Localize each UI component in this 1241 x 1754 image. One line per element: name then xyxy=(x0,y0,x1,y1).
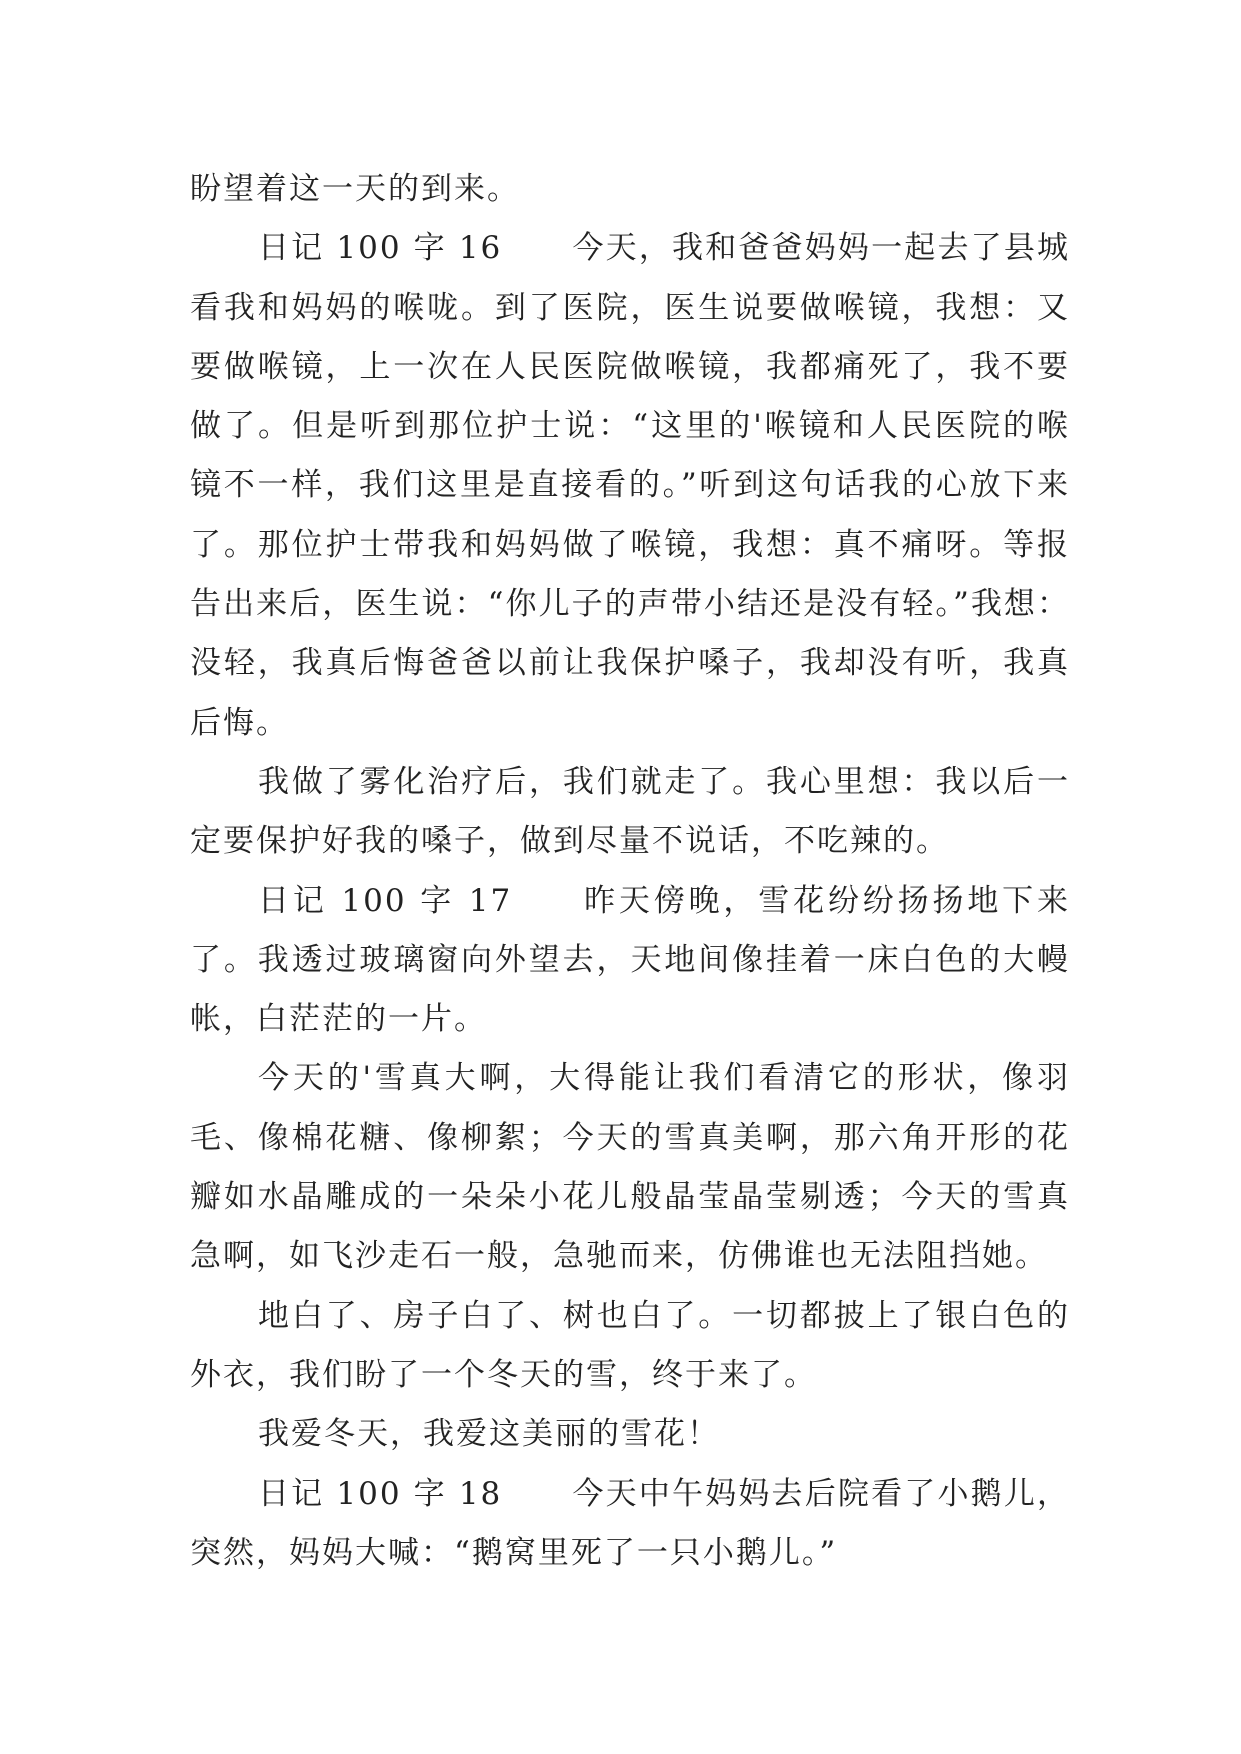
paragraph xyxy=(190,753,1070,872)
diary-heading: 日记 100 字 17 xyxy=(258,882,513,919)
paragraph xyxy=(190,1405,1070,1464)
paragraph xyxy=(190,1049,1070,1286)
paragraph-text: 昨天傍晚，雪花纷纷扬扬地下来了。我透过玻璃窗向外望去，天地间像挂着一床白色的大幔帐，白茫茫的一片。 xyxy=(190,882,1071,1038)
paragraph xyxy=(190,1287,1070,1406)
diary-entry-18 xyxy=(190,1465,1070,1584)
diary-heading: 日记 100 字 18 xyxy=(258,1475,503,1512)
paragraph-text: 我爱冬天，我爱这美丽的雪花！ xyxy=(258,1416,720,1453)
paragraph-text: 今天的'雪真大啊，大得能让我们看清它的形状，像羽毛、像棉花糖、像柳絮；今天的雪真美啊，那六角开形的花瓣如水晶雕成的一朵朵小花儿般晶莹晶莹剔透；今天的雪真急啊，如飞沙走石一般，急驰而来，仿佛谁也无法阻挡她。 xyxy=(190,1060,1070,1275)
paragraph-continuation xyxy=(190,160,1070,219)
paragraph-text: 今天，我和爸爸妈妈一起去了县城看我和妈妈的喉咙。到了医院，医生说要做喉镜，我想：又要做喉镜，上一次在人民医院做喉镜，我都痛死了，我不要做了。但是听到那位护士说：“这里的'喉镜和人民医院的喉镜不一样，我们这里是直接看的。”听到这句话我的心放下来了。那位护士带我和妈妈做了喉镜，我想：真不痛呀。等报告出来后，医生说：“你儿子的声带小结还是没有轻。”我想：没轻，我真后悔爸爸以前让我保护嗓子，我却没有听，我真后悔。 xyxy=(190,230,1071,741)
paragraph-text: 我做了雾化治疗后，我们就走了。我心里想：我以后一定要保护好我的嗓子，做到尽量不说话，不吃辣的。 xyxy=(190,763,1070,860)
diary-entry-16 xyxy=(190,219,1070,753)
paragraph-text: 地白了、房子白了、树也白了。一切都披上了银白色的外衣，我们盼了一个冬天的雪，终于来了。 xyxy=(190,1297,1070,1393)
document-body xyxy=(190,160,1070,1583)
paragraph-text: 盼望着这一天的到来。 xyxy=(190,171,520,207)
paragraph-text: 今天中午妈妈去后院看了小鹅儿，突然，妈妈大喊：“鹅窝里死了一只小鹅儿。” xyxy=(190,1475,1071,1571)
diary-entry-17 xyxy=(190,872,1070,1050)
diary-heading: 日记 100 字 16 xyxy=(258,230,503,267)
